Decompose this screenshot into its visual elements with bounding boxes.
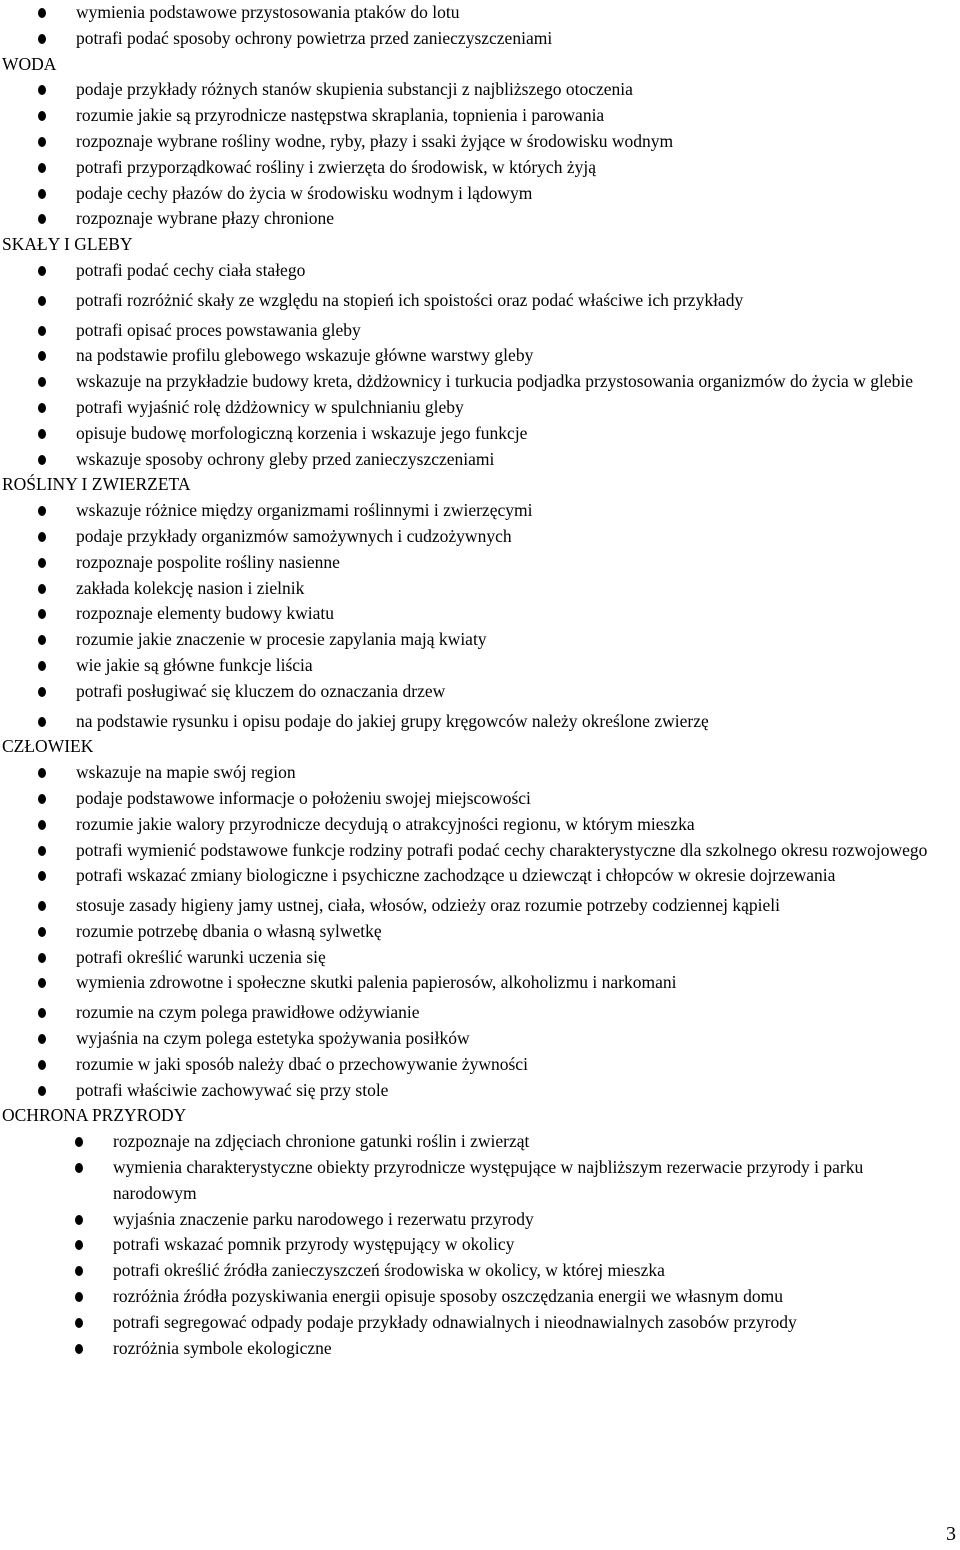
list-item-text: potrafi wskazać zmiany biologiczne i psychiczne zachodzące u dziewcząt i chłopców w okresie dojrzewania <box>76 865 836 886</box>
list-item <box>0 786 960 812</box>
list-item <box>0 26 960 52</box>
list-item <box>0 524 960 550</box>
bullet-icon <box>38 111 46 121</box>
bullet-icon <box>38 635 46 645</box>
list-item <box>0 258 960 284</box>
list-item <box>0 838 960 864</box>
list-item-text: wyjaśnia znaczenie parku narodowego i rezerwatu przyrody <box>113 1208 534 1229</box>
list-item <box>0 1336 960 1362</box>
bullet-icon <box>38 532 46 542</box>
list-item-text: wie jakie są główne funkcje liścia <box>76 654 313 675</box>
list-item-text: rozumie jakie znaczenie w procesie zapylania mają kwiaty <box>76 629 487 650</box>
list-item-text: potrafi określić źródła zanieczyszczeń środowiska w okolicy, w której mieszka <box>113 1260 665 1281</box>
list-item <box>0 1000 960 1026</box>
bullet-icon <box>38 609 46 619</box>
list-item <box>0 498 960 524</box>
list-item <box>0 288 960 314</box>
section-heading-skaly: SKAŁY I GLEBY <box>2 234 133 255</box>
list-item <box>0 1207 960 1233</box>
section-heading-czlowiek: CZŁOWIEK <box>2 736 94 757</box>
list-item-text: potrafi wskazać pomnik przyrody występujący w okolicy <box>113 1234 515 1255</box>
bullet-icon <box>38 189 46 199</box>
list-item-text: potrafi właściwie zachowywać się przy stole <box>76 1079 389 1100</box>
bullet-icon <box>38 403 46 413</box>
list-item-text: potrafi podać cechy ciała stałego <box>76 259 306 280</box>
list-item <box>0 1155 960 1207</box>
list-item <box>0 1052 960 1078</box>
bullet-icon <box>38 455 46 465</box>
list-item <box>0 1078 960 1104</box>
section-heading-woda: WODA <box>2 53 57 74</box>
list-item-text: rozpoznaje pospolite rośliny nasienne <box>76 551 340 572</box>
list-item-text: wskazuje na przykładzie budowy kreta, dżdżownicy i turkucia podjadka przystosowania organizmów do życia w glebie <box>76 371 913 392</box>
bullet-icon <box>38 214 46 224</box>
bullet-icon <box>38 429 46 439</box>
list-item <box>0 181 960 207</box>
list-item-text: rozumie w jaki sposób należy dbać o przechowywanie żywności <box>76 1053 528 1074</box>
list-item <box>0 447 960 473</box>
section-list-rosliny <box>0 498 960 734</box>
bullet-icon <box>38 558 46 568</box>
bullet-icon <box>75 1318 83 1328</box>
bullet-icon <box>38 901 46 911</box>
bullet-icon <box>38 326 46 336</box>
bullet-icon <box>38 1086 46 1096</box>
bullet-icon <box>38 1034 46 1044</box>
list-item-text: rozumie na czym polega prawidłowe odżywianie <box>76 1002 420 1023</box>
list-item-text: rozpoznaje wybrane płazy chronione <box>76 208 335 229</box>
list-item-text: wskazuje różnice między organizmami roślinnymi i zwierzęcymi <box>76 500 533 521</box>
list-item-text: rozpoznaje elementy budowy kwiatu <box>76 603 335 624</box>
list-item-text: potrafi posługiwać się kluczem do oznaczania drzew <box>76 680 446 701</box>
list-item-text: potrafi określić warunki uczenia się <box>76 946 326 967</box>
bullet-icon <box>38 978 46 988</box>
list-item-text: rozróżnia źródła pozyskiwania energii opisuje sposoby oszczędzania energii we własnym domu <box>113 1286 783 1307</box>
bullet-icon <box>38 768 46 778</box>
bullet-icon <box>75 1215 83 1225</box>
list-item-text: zakłada kolekcję nasion i zielnik <box>76 577 305 598</box>
list-item-text: potrafi wymienić podstawowe funkcje rodziny potrafi podać cechy charakterystyczne dla szkolnego okresu rozwojowego <box>76 839 928 860</box>
bullet-icon <box>38 266 46 276</box>
bullet-icon <box>38 1008 46 1018</box>
bullet-icon <box>75 1163 83 1173</box>
section-list-woda <box>0 77 960 232</box>
bullet-icon <box>38 296 46 306</box>
list-item <box>0 893 960 919</box>
list-item-text: opisuje budowę morfologiczną korzenia i wskazuje jego funkcje <box>76 422 528 443</box>
list-item <box>0 155 960 181</box>
list-item-text: wskazuje na mapie swój region <box>76 762 296 783</box>
list-item-text: podaje przykłady organizmów samożywnych i cudzożywnych <box>76 525 512 546</box>
list-item-text: rozpoznaje na zdjęciach chronione gatunki roślin i zwierząt <box>113 1131 530 1152</box>
section-list-intro <box>0 0 960 52</box>
bullet-icon <box>38 871 46 881</box>
list-item-text: wymienia charakterystyczne obiekty przyrodnicze występujące w najbliższym rezerwacie przyrody i parku narodowym <box>113 1157 864 1203</box>
list-item <box>0 970 960 996</box>
list-item-text: potrafi rozróżnić skały ze względu na stopień ich spoistości oraz podać właściwe ich przykłady <box>76 289 744 310</box>
bullet-icon <box>38 377 46 387</box>
list-item <box>0 576 960 602</box>
list-item <box>0 1258 960 1284</box>
bullet-icon <box>75 1266 83 1276</box>
list-item-text: podaje przykłady różnych stanów skupienia substancji z najbliższego otoczenia <box>76 79 633 100</box>
list-item-text: wymienia podstawowe przystosowania ptaków do lotu <box>76 2 460 22</box>
list-item <box>0 550 960 576</box>
section-heading-rosliny: ROŚLINY I ZWIERZETA <box>2 474 191 495</box>
list-item-text: potrafi wyjaśnić rolę dżdżownicy w spulchnianiu gleby <box>76 396 464 417</box>
list-item-text: podaje cechy płazów do życia w środowisku wodnym i lądowym <box>76 182 533 203</box>
list-item <box>0 0 960 26</box>
bullet-icon <box>38 846 46 856</box>
bullet-icon <box>38 820 46 830</box>
list-item <box>0 343 960 369</box>
list-item-text: wymienia zdrowotne i społeczne skutki palenia papierosów, alkoholizmu i narkomani <box>76 972 677 993</box>
list-item-text: wyjaśnia na czym polega estetyka spożywania posiłków <box>76 1028 470 1049</box>
bullet-icon <box>75 1292 83 1302</box>
section-heading-ochrona: OCHRONA PRZYRODY <box>2 1105 187 1126</box>
list-item <box>0 1129 960 1155</box>
list-item <box>0 1232 960 1258</box>
list-item <box>0 1310 960 1336</box>
bullet-icon <box>75 1240 83 1250</box>
bullet-icon <box>38 584 46 594</box>
bullet-icon <box>38 351 46 361</box>
section-list-czlowiek <box>0 760 960 1103</box>
list-item <box>0 919 960 945</box>
bullet-icon <box>38 927 46 937</box>
list-item-text: na podstawie rysunku i opisu podaje do jakiej grupy kręgowców należy określone zwierzę <box>76 710 709 731</box>
list-item <box>0 129 960 155</box>
bullet-icon <box>38 794 46 804</box>
list-item <box>0 206 960 232</box>
list-item <box>0 369 960 395</box>
list-item-text: stosuje zasady higieny jamy ustnej, ciała, włosów, odzieży oraz rozumie potrzeby codziennej kąpieli <box>76 895 780 916</box>
bullet-icon <box>75 1344 83 1354</box>
list-item <box>0 318 960 344</box>
list-item-text: rozumie jakie są przyrodnicze następstwa skraplania, topnienia i parowania <box>76 105 605 126</box>
bullet-icon <box>38 34 46 44</box>
bullet-icon <box>38 8 46 18</box>
bullet-icon <box>38 163 46 173</box>
list-item-text: rozróżnia symbole ekologiczne <box>113 1337 332 1358</box>
list-item-text: podaje podstawowe informacje o położeniu swojej miejscowości <box>76 787 531 808</box>
list-item <box>0 77 960 103</box>
bullet-icon <box>38 85 46 95</box>
list-item <box>0 709 960 735</box>
list-item <box>0 627 960 653</box>
list-item-text: rozumie jakie walory przyrodnicze decydują o atrakcyjności regionu, w którym mieszka <box>76 813 695 834</box>
list-item <box>0 945 960 971</box>
list-item <box>0 863 960 889</box>
list-item <box>0 103 960 129</box>
list-item-text: rozumie potrzebę dbania o własną sylwetkę <box>76 920 382 941</box>
bullet-icon <box>38 661 46 671</box>
bullet-icon <box>38 506 46 516</box>
list-item <box>0 760 960 786</box>
list-item-text: na podstawie profilu glebowego wskazuje główne warstwy gleby <box>76 345 534 366</box>
page-number: 3 <box>946 1523 956 1545</box>
list-item <box>0 653 960 679</box>
list-item-text: potrafi segregować odpady podaje przykłady odnawialnych i nieodnawialnych zasobów przyrody <box>113 1311 797 1332</box>
list-item <box>0 421 960 447</box>
bullet-icon <box>38 687 46 697</box>
bullet-icon <box>38 953 46 963</box>
list-item <box>0 601 960 627</box>
list-item <box>0 679 960 705</box>
bullet-icon <box>38 137 46 147</box>
section-list-skaly <box>0 258 960 472</box>
list-item-text: rozpoznaje wybrane rośliny wodne, ryby, płazy i ssaki żyjące w środowisku wodnym <box>76 130 674 151</box>
list-item <box>0 1284 960 1310</box>
list-item-text: wskazuje sposoby ochrony gleby przed zanieczyszczeniami <box>76 448 495 469</box>
list-item-text: potrafi opisać proces powstawania gleby <box>76 319 361 340</box>
bullet-icon <box>38 717 46 727</box>
list-item-text: potrafi podać sposoby ochrony powietrza przed zanieczyszczeniami <box>76 27 553 48</box>
list-item <box>0 1026 960 1052</box>
bullet-icon <box>75 1137 83 1147</box>
list-item <box>0 395 960 421</box>
bullet-icon <box>38 1060 46 1070</box>
section-list-ochrona <box>0 1129 960 1361</box>
list-item-text: potrafi przyporządkować rośliny i zwierzęta do środowisk, w których żyją <box>76 156 596 177</box>
list-item <box>0 812 960 838</box>
